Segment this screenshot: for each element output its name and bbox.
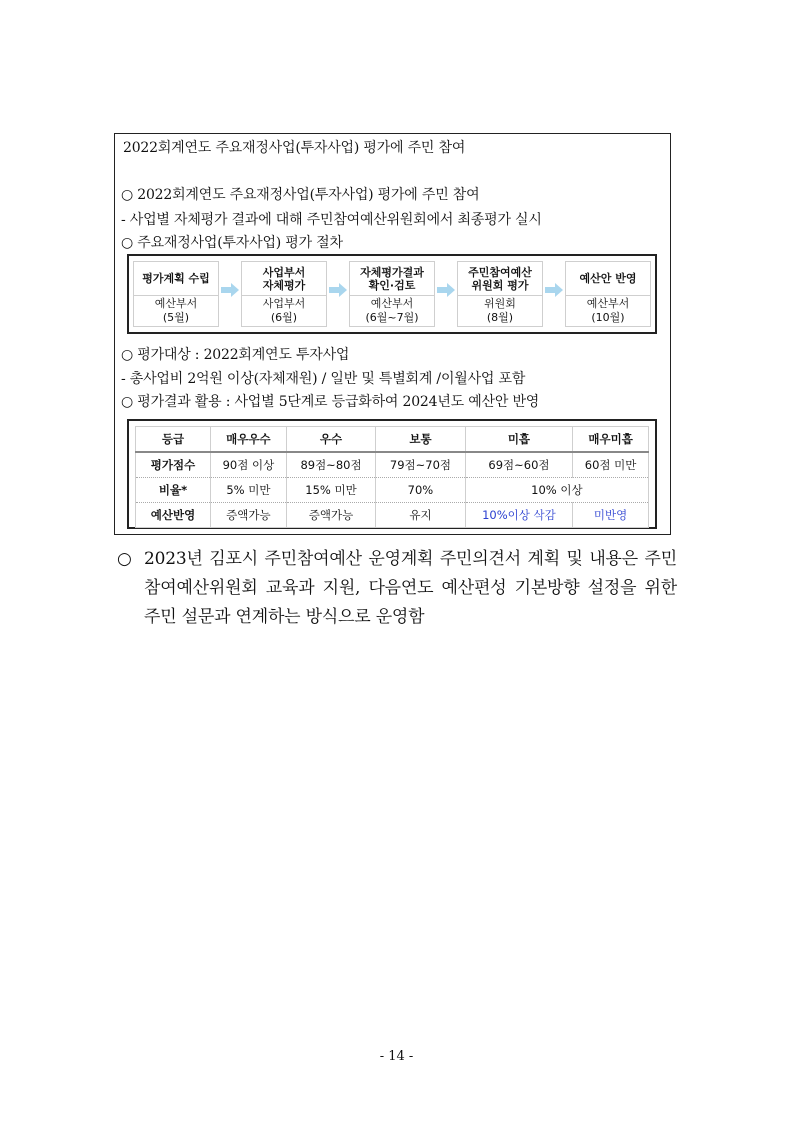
row-label: 평가점수 xyxy=(136,452,211,478)
flow-step-4 xyxy=(457,261,543,327)
box-title: 2022회계연도 주요재정사업(투자사업) 평가에 주민 참여 xyxy=(123,140,466,156)
bullet-line-participation: ○ 2022회계연도 주요재정사업(투자사업) 평가에 주민 참여 xyxy=(121,187,480,203)
flow-step-detail: 사업부서 (6월) xyxy=(262,297,306,324)
table-row xyxy=(136,478,649,503)
row-label: 예산반영 xyxy=(136,503,211,528)
dash-line-final-evaluation: - 사업별 자체평가 결과에 대해 주민참여예산위원회에서 최종평가 실시 xyxy=(121,212,542,228)
flow-step-3 xyxy=(349,261,435,327)
table-cell: 60점 미만 xyxy=(573,452,649,478)
table-cell: 15% 미만 xyxy=(286,478,375,503)
column-header: 우수 xyxy=(286,427,375,453)
arrow-right-icon xyxy=(437,283,455,297)
grade-table xyxy=(135,426,649,528)
arrow-right-icon xyxy=(329,283,347,297)
table-cell: 70% xyxy=(376,478,465,503)
table-cell: 90점 이상 xyxy=(211,452,287,478)
column-header: 매우우수 xyxy=(211,427,287,453)
page-number: - 14 - xyxy=(379,1049,414,1064)
table-cell: 유지 xyxy=(376,503,465,528)
procedure-flow xyxy=(127,254,657,334)
table-cell: 69점~60점 xyxy=(465,452,573,478)
table-cell: 10% 이상 xyxy=(465,478,648,503)
table-row xyxy=(136,452,649,478)
flow-step-title: 평가계획 수립 xyxy=(134,262,218,296)
flow-step-title: 예산안 반영 xyxy=(566,262,650,296)
evaluation-info-box xyxy=(114,133,671,535)
bullet-line-procedure: ○ 주요재정사업(투자사업) 평가 절차 xyxy=(121,235,343,251)
grade-table-frame xyxy=(127,419,657,529)
dash-line-scope: - 총사업비 2억원 이상(자체재원) / 일반 및 특별회계 /이월사업 포함 xyxy=(121,371,526,387)
column-header: 등급 xyxy=(136,427,211,453)
flow-step-5 xyxy=(565,261,651,327)
table-header-row xyxy=(136,427,649,453)
row-label: 비율* xyxy=(136,478,211,503)
arrow-right-icon xyxy=(221,283,239,297)
main-paragraph xyxy=(117,545,677,632)
column-header: 미흡 xyxy=(465,427,573,453)
table-cell: 89점~80점 xyxy=(286,452,375,478)
arrow-right-icon xyxy=(545,283,563,297)
flow-step-detail: 예산부서 (10월) xyxy=(586,297,630,324)
table-cell: 미반영 xyxy=(573,503,649,528)
flow-step-title: 사업부서 자체평가 xyxy=(242,262,326,296)
flow-step-detail: 위원회 (8월) xyxy=(484,297,516,324)
flow-step-detail: 예산부서 (6월~7월) xyxy=(365,297,419,324)
column-header: 보통 xyxy=(376,427,465,453)
flow-step-2 xyxy=(241,261,327,327)
flow-step-title: 자체평가결과 확인·검토 xyxy=(350,262,434,296)
bullet-line-target: ○ 평가대상 : 2022회계연도 투자사업 xyxy=(121,347,350,363)
bullet-line-result-usage: ○ 평가결과 활용 : 사업별 5단계로 등급화하여 2024년도 예산안 반영 xyxy=(121,394,540,410)
table-cell: 10%이상 삭감 xyxy=(465,503,573,528)
flow-step-title: 주민참여예산 위원회 평가 xyxy=(458,262,542,296)
column-header: 매우미흡 xyxy=(573,427,649,453)
table-cell: 증액가능 xyxy=(211,503,287,528)
flow-step-detail: 예산부서 (5월) xyxy=(154,297,198,324)
circle-bullet-icon: ○ xyxy=(117,549,132,569)
table-cell: 증액가능 xyxy=(286,503,375,528)
table-cell: 5% 미만 xyxy=(211,478,287,503)
table-row xyxy=(136,503,649,528)
flow-step-1 xyxy=(133,261,219,327)
paragraph-text: 2023년 김포시 주민참여예산 운영계획 주민의견서 계획 및 내용은 주민참여예산위원회 교육과 지원, 다음연도 예산편성 기본방향 설정을 위한 주민 설문과 연계하는 방식으로 운영함 xyxy=(144,549,677,627)
table-cell: 79점~70점 xyxy=(376,452,465,478)
